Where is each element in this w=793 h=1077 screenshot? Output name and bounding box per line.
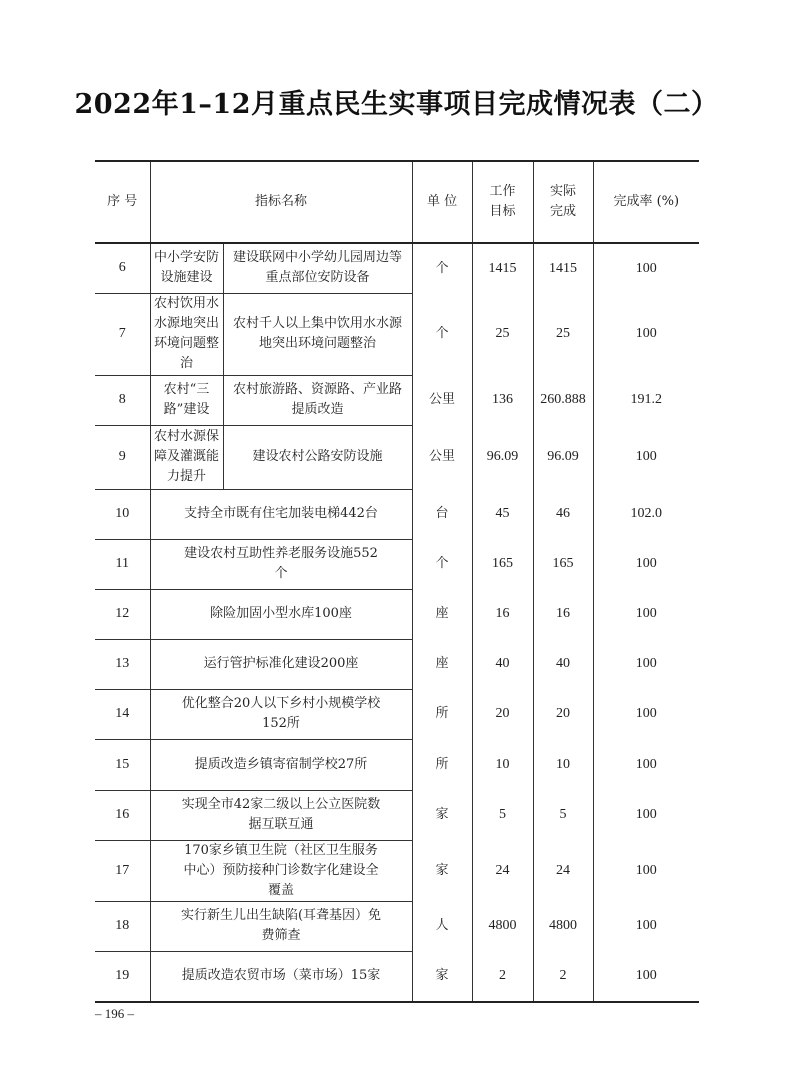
header-seq: 序 号	[95, 161, 150, 243]
row-indicator-name: 建设农村互助性养老服务设施552个	[150, 539, 412, 589]
row-target: 136	[472, 375, 533, 425]
row-actual: 260.888	[533, 375, 593, 425]
row-rate: 100	[593, 689, 699, 739]
row-rate: 102.0	[593, 489, 699, 539]
header-actual: 实际 完成	[533, 161, 593, 243]
page-title: 2022年1–12月重点民生实事项目完成情况表（二）	[74, 89, 719, 120]
row-indicator-name: 建设联网中小学幼儿园周边等重点部位安防设备	[223, 243, 412, 293]
table-row	[95, 790, 699, 840]
row-unit: 人	[412, 901, 472, 951]
row-indicator-name: 优化整合20人以下乡村小规模学校152所	[150, 689, 412, 739]
row-target: 40	[472, 639, 533, 689]
row-seq: 12	[95, 589, 150, 639]
row-actual: 24	[533, 840, 593, 901]
header-unit: 单 位	[412, 161, 472, 243]
row-rate: 191.2	[593, 375, 699, 425]
row-target: 24	[472, 840, 533, 901]
row-rate: 100	[593, 589, 699, 639]
row-rate: 100	[593, 840, 699, 901]
header-row	[95, 161, 699, 243]
row-unit: 座	[412, 639, 472, 689]
row-seq: 14	[95, 689, 150, 739]
row-target: 25	[472, 293, 533, 375]
row-category: 农村饮用水水源地突出环境问题整治	[150, 293, 223, 375]
row-indicator-name: 农村旅游路、资源路、产业路提质改造	[223, 375, 412, 425]
table-row	[95, 243, 699, 293]
row-actual: 46	[533, 489, 593, 539]
row-indicator-name: 运行管护标准化建设200座	[150, 639, 412, 689]
row-target: 1415	[472, 243, 533, 293]
row-rate: 100	[593, 539, 699, 589]
row-seq: 10	[95, 489, 150, 539]
row-rate: 100	[593, 951, 699, 1002]
row-indicator-name: 除险加固小型水库100座	[150, 589, 412, 639]
table-row	[95, 293, 699, 375]
row-actual: 20	[533, 689, 593, 739]
row-actual: 40	[533, 639, 593, 689]
row-indicator-name: 实现全市42家二级以上公立医院数据互联互通	[150, 790, 412, 840]
row-seq: 11	[95, 539, 150, 589]
row-unit: 家	[412, 790, 472, 840]
row-unit: 家	[412, 840, 472, 901]
row-seq: 9	[95, 425, 150, 489]
row-actual: 1415	[533, 243, 593, 293]
row-unit: 所	[412, 739, 472, 790]
row-rate: 100	[593, 243, 699, 293]
table-row	[95, 489, 699, 539]
row-rate: 100	[593, 639, 699, 689]
row-actual: 10	[533, 739, 593, 790]
table-row	[95, 951, 699, 1002]
row-rate: 100	[593, 901, 699, 951]
row-category: 农村“三路”建设	[150, 375, 223, 425]
row-unit: 台	[412, 489, 472, 539]
row-unit: 公里	[412, 375, 472, 425]
row-rate: 100	[593, 293, 699, 375]
row-indicator-name: 实行新生儿出生缺陷(耳聋基因）免费筛查	[150, 901, 412, 951]
row-target: 45	[472, 489, 533, 539]
row-unit: 个	[412, 293, 472, 375]
row-unit: 个	[412, 243, 472, 293]
row-target: 2	[472, 951, 533, 1002]
table-row	[95, 425, 699, 489]
table-row	[95, 539, 699, 589]
table-row	[95, 589, 699, 639]
row-indicator-name: 支持全市既有住宅加装电梯442台	[150, 489, 412, 539]
row-seq: 15	[95, 739, 150, 790]
row-target: 165	[472, 539, 533, 589]
row-actual: 96.09	[533, 425, 593, 489]
row-target: 96.09	[472, 425, 533, 489]
row-unit: 家	[412, 951, 472, 1002]
row-actual: 165	[533, 539, 593, 589]
row-unit: 座	[412, 589, 472, 639]
row-indicator-name: 170家乡镇卫生院（社区卫生服务中心）预防接种门诊数字化建设全覆盖	[150, 840, 412, 901]
row-target: 10	[472, 739, 533, 790]
completion-table	[95, 160, 699, 1003]
row-indicator-name: 提质改造乡镇寄宿制学校27所	[150, 739, 412, 790]
row-seq: 16	[95, 790, 150, 840]
row-indicator-name: 建设农村公路安防设施	[223, 425, 412, 489]
row-rate: 100	[593, 790, 699, 840]
row-actual: 4800	[533, 901, 593, 951]
row-rate: 100	[593, 739, 699, 790]
header-name: 指标名称	[150, 161, 412, 243]
row-target: 16	[472, 589, 533, 639]
row-seq: 17	[95, 840, 150, 901]
row-actual: 16	[533, 589, 593, 639]
table-row	[95, 840, 699, 901]
row-target: 20	[472, 689, 533, 739]
row-unit: 个	[412, 539, 472, 589]
row-target: 5	[472, 790, 533, 840]
row-seq: 18	[95, 901, 150, 951]
row-category: 农村水源保障及灌溉能力提升	[150, 425, 223, 489]
row-indicator-name: 提质改造农贸市场（菜市场）15家	[150, 951, 412, 1002]
row-seq: 13	[95, 639, 150, 689]
row-actual: 5	[533, 790, 593, 840]
table-row	[95, 901, 699, 951]
row-actual: 2	[533, 951, 593, 1002]
page-number: – 196 –	[95, 1006, 134, 1021]
header-rate: 完成率 (%)	[593, 161, 699, 243]
row-seq: 19	[115, 968, 130, 984]
row-actual: 25	[533, 293, 593, 375]
row-target: 4800	[472, 901, 533, 951]
header-target: 工作 目标	[472, 161, 533, 243]
table-row	[95, 689, 699, 739]
row-seq: 7	[95, 293, 150, 375]
table-row	[95, 639, 699, 689]
table-row	[95, 739, 699, 790]
table-row	[95, 375, 699, 425]
row-seq: 6	[95, 243, 150, 293]
row-rate: 100	[593, 425, 699, 489]
row-seq: 8	[95, 375, 150, 425]
row-indicator-name: 农村千人以上集中饮用水水源地突出环境问题整治	[223, 293, 412, 375]
row-category: 中小学安防设施建设	[150, 243, 223, 293]
row-unit: 所	[412, 689, 472, 739]
row-unit: 公里	[412, 425, 472, 489]
